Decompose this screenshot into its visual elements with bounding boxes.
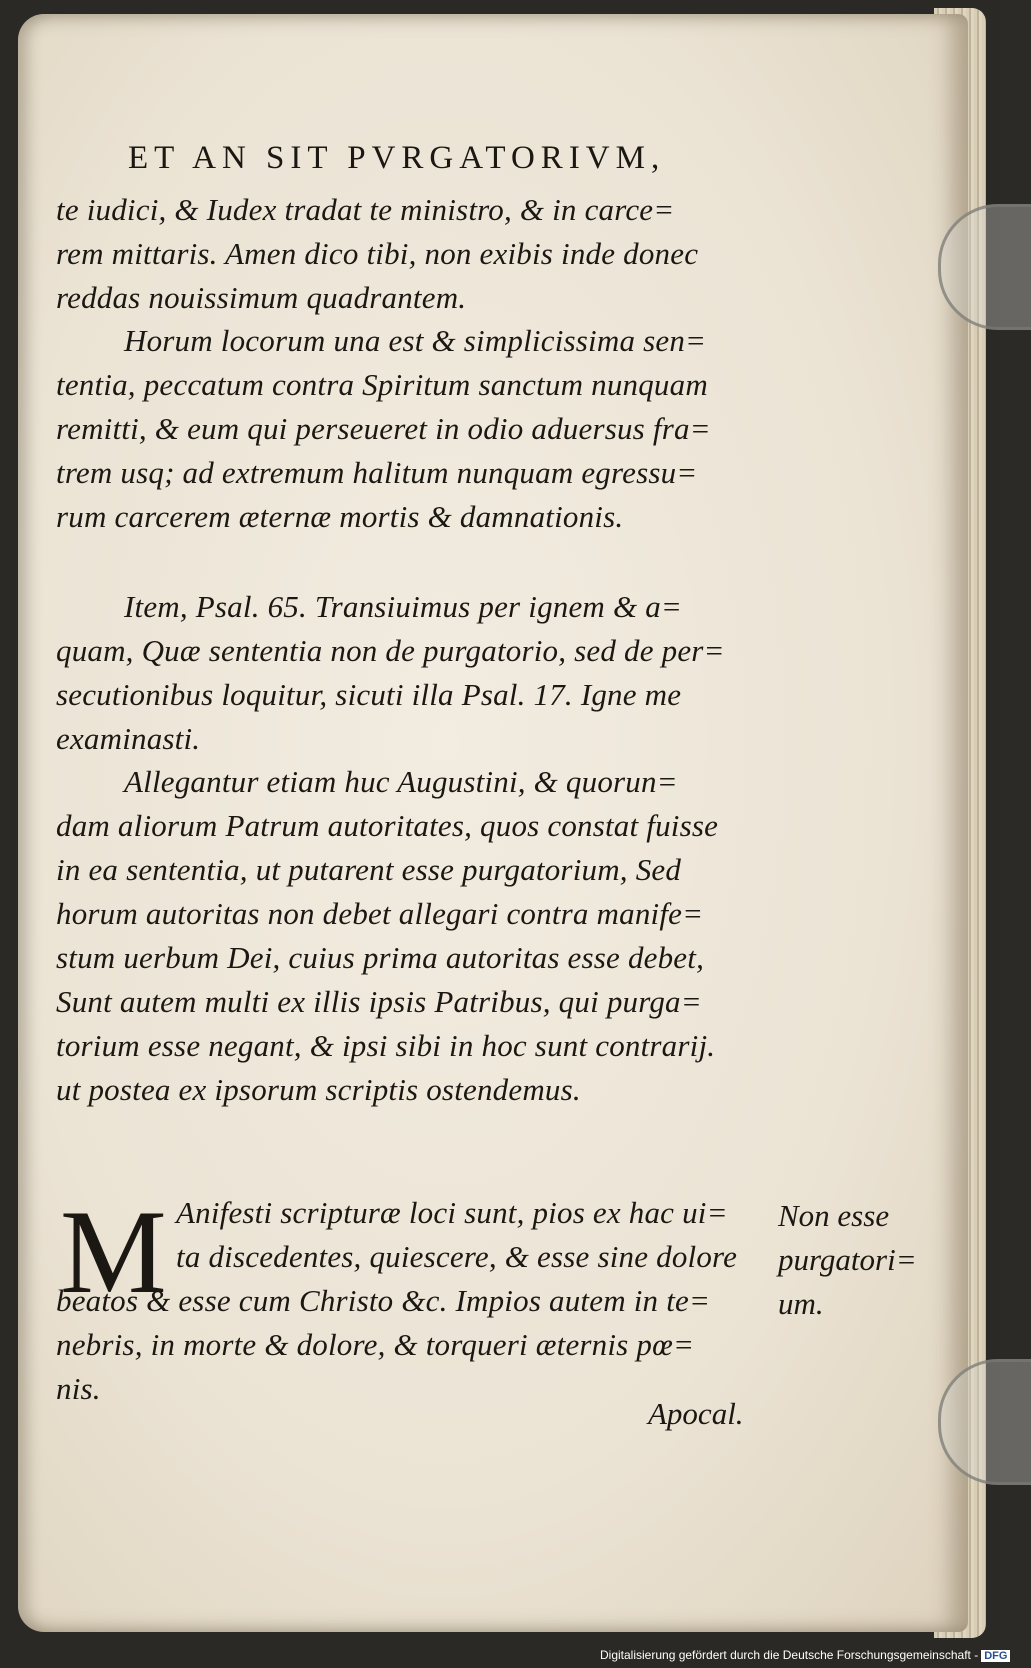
text-line: beatos & esse cum Christo &c. Impios autem in te= (56, 1283, 711, 1318)
page-clip-top (938, 204, 1031, 330)
text-line: torium esse negant, & ipsi sibi in hoc sunt contrarij. (56, 1028, 716, 1063)
text-line: rum carcerem æternæ mortis & damnationis. (56, 499, 624, 534)
text-line: ta discedentes, quiescere, & esse sine dolore (176, 1239, 738, 1274)
text-line: Anifesti scripturæ loci sunt, pios ex hac ui= (176, 1195, 728, 1230)
page-clip-bottom (938, 1359, 1031, 1485)
text-line: ut postea ex ipsorum scriptis ostendemus. (56, 1072, 581, 1107)
text-line: tentia, peccatum contra Spiritum sanctum nunquam (56, 367, 708, 402)
text-line: stum uerbum Dei, cuius prima autoritas esse debet, (56, 940, 705, 975)
catchword: Apocal. (648, 1396, 744, 1431)
text-line: examinasti. (56, 721, 201, 756)
text-line: Sunt autem multi ex illis ipsis Patribus, qui purga= (56, 984, 702, 1019)
text-line: reddas nouissimum quadrantem. (56, 280, 467, 315)
text-line: Horum locorum una est & simplicissima sen= (124, 323, 707, 358)
marginal-note-line: Non esse (778, 1198, 890, 1233)
running-head: ET AN SIT PVRGATORIVM, (128, 140, 666, 176)
text-line: nis. (56, 1371, 101, 1406)
marginal-note-line: purgatori= (778, 1242, 917, 1277)
text-line: secutionibus loquitur, sicuti illa Psal. 17. Igne me (56, 677, 682, 712)
text-line: te iudici, & Iudex tradat te ministro, & in carce= (56, 192, 675, 227)
text-line: remitti, & eum qui perseueret in odio aduersus fra= (56, 411, 711, 446)
text-line: in ea sententia, ut putarent esse purgatorium, Sed (56, 852, 682, 887)
marginal-note-line: um. (778, 1286, 824, 1321)
text-line: dam aliorum Patrum autoritates, quos constat fuisse (56, 808, 719, 843)
text-line: Item, Psal. 65. Transiuimus per ignem & a= (124, 589, 683, 624)
text-line: nebris, in morte & dolore, & torqueri æternis pœ= (56, 1327, 695, 1362)
text-line: Allegantur etiam huc Augustini, & quorun= (124, 764, 678, 799)
text-line: quam, Quæ sententia non de purgatorio, sed de per= (56, 633, 725, 668)
text-line: horum autoritas non debet allegari contra manife= (56, 896, 704, 931)
drop-cap-initial: M (60, 1185, 167, 1318)
credit-text: Digitalisierung gefördert durch die Deutsche Forschungsgemeinschaft - (600, 1648, 979, 1662)
digitization-credit (600, 1648, 1010, 1662)
text-line: rem mittaris. Amen dico tibi, non exibis inde donec (56, 236, 699, 271)
text-line: trem usq; ad extremum halitum nunquam egressu= (56, 455, 698, 490)
dfg-logo: DFG (981, 1650, 1010, 1662)
